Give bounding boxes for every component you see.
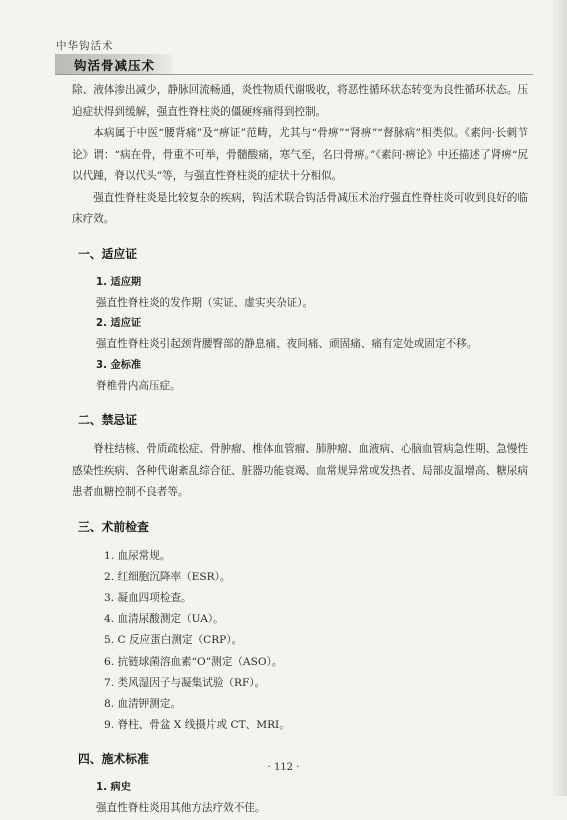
list-item: 8. 血清钾测定。: [104, 697, 182, 710]
section-heading-indications: 一、适应证: [78, 246, 137, 261]
list-item: 9. 脊柱、骨盆 X 线摄片或 CT、MRI。: [104, 719, 290, 732]
page-content: [72, 80, 528, 820]
subheading-indication: 2. 适应证: [96, 318, 142, 329]
list-item: 2. 红细胞沉降率（ESR）。: [104, 570, 231, 583]
paragraph-tcm: 本病属于中医“腰背痛”及“痹证”范畴，尤其与“骨痹”“肾痹”“督脉病”相类似。《素问·长刺节论》谓：“病在骨，骨重不可举，骨髓酸痛，寒气至，名曰骨痹。”《素问·痹论》中还描述了肾痹“尻以代踵，脊以代头”等，与强直性脊柱炎的症状十分相似。: [72, 127, 528, 182]
subheading-stage: 1. 适应期: [96, 276, 142, 288]
list-item: 7. 类风湿因子与凝集试验（RF）。: [104, 676, 266, 689]
section-heading-preop-exams: 三、术前检查: [78, 519, 149, 534]
subheading-history: 1. 病史: [96, 782, 131, 794]
section-heading-contraindications: 二、禁忌证: [78, 413, 137, 427]
header-rule: [55, 74, 533, 75]
paragraph-continued: 除、液体渗出减少，静脉回流畅通，炎性物质代谢吸收，将恶性循环状态转变为良性循环状态。压迫症状得到缓解，强直性脊柱炎的僵硬疼痛得到控制。: [72, 84, 528, 118]
subtext-gold-standard: 脊椎骨内高压症。: [96, 379, 181, 392]
subtext-history: 强直性脊柱炎用其他方法疗效不佳。: [96, 802, 266, 815]
contraindications-text: 脊柱结核、骨质疏松症、骨肿瘤、椎体血管瘤、肺肿瘤、血液病、心脑血管病急性期、急慢性感染性疾病、各种代谢紊乱综合征、脏器功能衰竭、血常规异常或发热者、局部皮温增高、糖尿病患者血糖控制不良者等。: [72, 443, 528, 498]
paragraph-summary: 强直性脊柱炎是比较复杂的疾病，钩活术联合钩活骨减压术治疗强直性脊柱炎可收到良好的临床疗效。: [72, 191, 528, 225]
subtext-indication: 强直性脊柱炎引起颈背腰臀部的静息痛、夜间痛、顽固痛、痛有定处或固定不移。: [96, 338, 478, 350]
running-header-series: 中华钩活术: [56, 40, 114, 52]
page-number: · 112 ·: [267, 762, 300, 773]
subheading-gold-standard: 3. 金标准: [96, 359, 142, 371]
list-item: 1. 血尿常规。: [104, 549, 171, 562]
list-item: 3. 凝血四项检查。: [104, 591, 192, 604]
section-heading-criteria: 四、施术标准: [78, 752, 149, 767]
list-item: 4. 血清尿酸测定（UA）。: [104, 613, 224, 626]
list-item: 5. C 反应蛋白测定（CRP）。: [104, 634, 243, 647]
subtext-stage: 强直性脊柱炎的发作期（实证、虚实夹杂证）。: [96, 296, 314, 309]
list-item: 6. 抗链球菌溶血素“O”测定（ASO）。: [104, 655, 283, 668]
running-header-title: 钩活骨减压术: [74, 58, 156, 73]
page-edge: [553, 0, 567, 796]
